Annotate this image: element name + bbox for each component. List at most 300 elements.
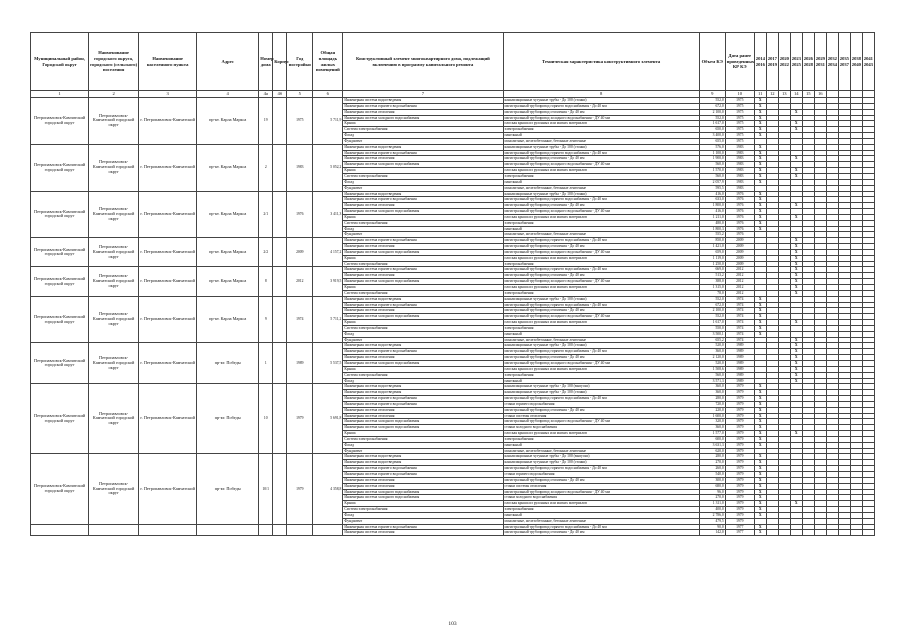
municipality-cell: Петропавловск-Камчатский городской округ [31,343,89,384]
build-year-cell: 1979 [287,454,313,524]
period-mark: X [790,372,802,378]
tech-spec-cell: магистральный трубопровод холодного водоснабжения - ДУ 40 мм [503,115,699,121]
period-mark: X [790,109,802,115]
repair-date-cell: 2009 [725,249,754,255]
repair-date-cell: 1975 [725,115,754,121]
repair-date-cell: 1983 [725,144,754,150]
volume-cell: 620,0 [699,448,725,454]
period-mark: X [790,349,802,355]
element-cell: Инженерная система холодного водоснабжения [343,209,503,215]
column-number [850,91,862,98]
tech-spec-cell: монолитные, железобетонные, бетонные ленточные [503,232,699,238]
tech-spec-cell: стояки системы отопления [503,413,699,419]
tech-spec-cell: магистральный трубопровод горячего водоснабжения - До 40 мм [503,524,699,530]
build-year-cell: 1979 [287,384,313,454]
period-mark: X [754,460,766,466]
municipality-cell: Петропавловск-Камчатский городской округ [31,296,89,343]
volume-cell: 479,5 [699,518,725,524]
tech-spec-cell: электроснабжения [503,261,699,267]
build-year-cell: 1974 [287,296,313,343]
tech-spec-cell: магистральный трубопровод горячего водоснабжения - До 40 мм [503,466,699,472]
tech-spec-cell: магистральный трубопровод горячего водоснабжения - До 40 мм [503,396,699,402]
element-cell: Крыша [343,431,503,437]
municipality-cell: Петропавловск-Камчатский городской округ [31,144,89,191]
volume-cell: 1 311,0 [699,501,725,507]
tech-spec-cell: монолитные, железобетонные, бетонные ленточные [503,448,699,454]
element-cell: Фундамент [343,232,503,238]
volume-cell: 1 570,0 [699,168,725,174]
tech-spec-cell: стояки системы отопления [503,483,699,489]
element-cell: Система электроснабжения [343,220,503,226]
settlement-cell: Петропавловск-Камчатский городской округ [89,144,139,191]
column-number-row [31,91,875,98]
street-cell: пр-кт. Карла Маркса [197,98,259,145]
volume-cell: 280,0 [699,454,725,460]
tech-spec-cell: магистральный трубопровод холодного водоснабжения - ДУ 40 мм [503,360,699,366]
tech-spec-cell: магистральный трубопровод холодного водоснабжения - ДУ 40 мм [503,249,699,255]
locality-cell: г. Петропавловск-Камчатский [139,267,197,296]
total-area-cell: 5 052,2 [313,144,343,191]
tech-spec-cell: магистральный трубопровод отопления - До 40 мм [503,355,699,361]
municipality-cell [31,524,89,536]
period-mark: X [790,121,802,127]
tech-spec-cell: панельный [503,442,699,448]
element-cell: Крыша [343,168,503,174]
tech-spec-cell: монолитные, железобетонные, бетонные ленточные [503,518,699,524]
volume-cell: 220,0 [699,407,725,413]
element-cell: Фундамент [343,518,503,524]
tech-spec-cell: плоская крыша из рулонных или мягких материалов [503,255,699,261]
document-page [30,32,875,536]
tech-spec-cell: плоская крыша из рулонных или мягких материалов [503,214,699,220]
volume-cell: 400,0 [699,507,725,513]
repair-date-cell: 1976 [725,232,754,238]
period-mark: X [790,249,802,255]
element-cell: Инженерная система водоотведения [343,390,503,396]
column-header: 2014 2016 [754,33,766,91]
column-header: 2023 2025 [790,33,802,91]
repair-date-cell: 1975 [725,103,754,109]
element-cell: Инженерная система отопления [343,244,503,250]
period-mark: X [754,407,766,413]
column-number [826,91,838,98]
street-cell: пр-кт. Карла Маркса [197,296,259,343]
repair-date-cell: 1975 [725,109,754,115]
tech-spec-cell: магистральный трубопровод горячего водоснабжения - До 40 мм [503,197,699,203]
volume-cell: 1 508,6 [699,366,725,372]
tech-spec-cell: плоская крыша из рулонных или мягких материалов [503,431,699,437]
column-header: 2032 2034 [826,33,838,91]
element-cell: Инженерная система холодного водоснабжения [343,489,503,495]
repair-date-cell: 1975 [725,98,754,104]
period-cell [778,530,790,536]
locality-cell [139,524,197,536]
tech-spec-cell: магистральный трубопровод отопления - До 40 мм [503,308,699,314]
element-cell: Инженерная система горячего водоснабжения [343,103,503,109]
volume-cell: 2 100,0 [699,109,725,115]
tech-spec-cell: плоская крыша из рулонных или мягких материалов [503,501,699,507]
period-mark: X [754,226,766,232]
volume-cell: 360,0 [699,349,725,355]
repair-date-cell: 1975 [725,127,754,133]
repair-date-cell: 1989 [725,372,754,378]
volume-cell: 550,0 [699,325,725,331]
tech-spec-cell: канализационные чугунные трубы - До 100 (стояки) [503,191,699,197]
repair-date-cell: 1975 [725,133,754,139]
period-mark: X [790,279,802,285]
settlement-cell: Петропавловск-Камчатский городской округ [89,343,139,384]
repair-date-cell: 1979 [725,390,754,396]
repair-date-cell: 1989 [725,343,754,349]
repair-date-cell: 1976 [725,197,754,203]
municipality-cell: Петропавловск-Камчатский городской округ [31,267,89,296]
repair-date-cell: 2009 [725,238,754,244]
period-mark: X [790,320,802,326]
period-mark: X [754,197,766,203]
element-cell: Фундамент [343,337,503,343]
element-cell: Инженерная система отопления [343,273,503,279]
element-cell: Инженерная система холодного водоснабжения [343,425,503,431]
tech-spec-cell: магистральный трубопровод горячего водоснабжения - До 40 мм [503,238,699,244]
volume-cell: 1 600,0 [699,413,725,419]
element-cell: Крыша [343,285,503,291]
element-cell: Инженерная система водоотведения [343,384,503,390]
element-cell: Инженерная система горячего водоснабжения [343,401,503,407]
element-cell: Инженерная система холодного водоснабжения [343,419,503,425]
building-cell [273,98,287,145]
period-mark: X [754,419,766,425]
column-number: 2 [89,91,139,98]
volume-cell: 1 211,0 [699,214,725,220]
element-cell: Крыша [343,366,503,372]
repair-date-cell: 1975 [725,121,754,127]
period-mark: X [790,244,802,250]
element-cell: Инженерная система горячего водоснабжения [343,349,503,355]
volume-cell: 96,0 [699,489,725,495]
column-number: 4б [273,91,287,98]
period-mark: X [754,507,766,513]
tech-spec-cell: магистральный трубопровод отопления - До 40 мм [503,203,699,209]
page-number: 103 [448,621,457,627]
period-mark: X [754,214,766,220]
element-cell: Инженерная система отопления [343,156,503,162]
tech-spec-cell: панельный [503,179,699,185]
tech-spec-cell: канализационные чугунные трубы - До 100 (стояки) [503,98,699,104]
tech-spec-cell: канализационные чугунные трубы - До 100 (стояки) [503,390,699,396]
column-header: 2026 2028 [802,33,814,91]
house-number-cell: 2/1 [259,191,273,238]
repair-date-cell: 2009 [725,261,754,267]
total-area-cell: 5 711,9 [313,98,343,145]
volume-cell: 416,0 [699,191,725,197]
volume-cell: 720,0 [699,401,725,407]
element-cell: Крыша [343,320,503,326]
table-body [31,98,875,536]
period-cell [766,530,778,536]
tech-spec-cell: стояки холодного водоснабжения [503,495,699,501]
element-cell: Инженерная система горячего водоснабжения [343,524,503,530]
volume-cell: 552,0 [699,115,725,121]
element-cell: Система электроснабжения [343,372,503,378]
tech-spec-cell: электроснабжения [503,127,699,133]
column-number: 3 [139,91,197,98]
volume-cell: 672,0 [699,103,725,109]
element-cell: Инженерная система горячего водоснабжения [343,267,503,273]
total-area-cell: 4 157,2 [313,238,343,267]
repair-date-cell: 1977 [725,524,754,530]
total-area-cell: 5 711,2 [313,296,343,343]
locality-cell: г. Петропавловск-Камчатский [139,384,197,454]
volume-cell: 1 119,0 [699,255,725,261]
period-mark: X [790,501,802,507]
column-header: Конструктивный элемент многоквартирного дома, подлежащий включению в программу капитального ремонта [343,33,503,91]
repair-date-cell: 1979 [725,472,754,478]
period-mark: X [754,331,766,337]
volume-cell: 260,0 [699,466,725,472]
repair-date-cell: 1983 [725,150,754,156]
period-mark: X [754,109,766,115]
period-mark: X [754,384,766,390]
repair-date-cell: 1983 [725,185,754,191]
house-number-cell: 2/2 [259,238,273,267]
building-cell [273,343,287,384]
column-header: Муниципальный район, Городской округ [31,33,89,91]
column-header: 2035 2037 [838,33,850,91]
volume-cell: 416,0 [699,209,725,215]
municipality-cell: Петропавловск-Камчатский городской округ [31,191,89,238]
period-mark: X [790,285,802,291]
volume-cell: 1 800,0 [699,203,725,209]
repair-date-cell: 1979 [725,396,754,402]
tech-spec-cell: магистральный трубопровод горячего водоснабжения - До 40 мм [503,103,699,109]
house-number-cell: 19 [259,98,273,145]
volume-cell: 576,0 [699,144,725,150]
tech-spec-cell: магистральный трубопровод холодного водоснабжения - ДУ 40 мм [503,279,699,285]
volume-cell: 3 571,3 [699,378,725,384]
street-cell: пр-кт. Карла Маркса [197,144,259,191]
volume-cell: 555,2 [699,232,725,238]
period-mark: X [754,512,766,518]
period-mark: X [790,337,802,343]
volume-cell: 520,0 [699,360,725,366]
volume-cell: 540,0 [699,472,725,478]
house-number-cell: 2 [259,144,273,191]
volume-cell: 633,0 [699,197,725,203]
period-mark: X [754,436,766,442]
element-cell: Инженерная система водоотведения [343,98,503,104]
volume-cell: 659,0 [699,249,725,255]
volume-cell: 600,0 [699,436,725,442]
column-header: 2038 2040 [850,33,862,91]
repair-date-cell: 1979 [725,407,754,413]
column-number: 14 [790,91,802,98]
repair-date-cell: 1976 [725,191,754,197]
period-mark: X [790,378,802,384]
tech-spec-cell: магистральный трубопровод горячего водоснабжения - До 40 мм [503,150,699,156]
period-mark: X [754,98,766,104]
element-cell: Инженерная система водоотведения [343,144,503,150]
locality-cell: г. Петропавловск-Камчатский [139,238,197,267]
repair-date-cell: 1979 [725,512,754,518]
period-cell [790,530,802,536]
house-number-cell: 1 [259,343,273,384]
element-cell: Система электроснабжения [343,436,503,442]
period-cell [850,530,862,536]
volume-cell: 1 315,0 [699,285,725,291]
repair-date-cell: 1989 [725,366,754,372]
volume-cell: 850,0 [699,238,725,244]
element-cell: Фундамент [343,138,503,144]
column-header: Корпус [273,33,287,91]
period-mark: X [790,156,802,162]
column-header: Адрес [197,33,259,91]
volume-cell: 3 500,1 [699,331,725,337]
build-year-cell: 2012 [287,267,313,296]
tech-spec-cell: канализационные чугунные трубы - До 100 (выпуски) [503,454,699,460]
volume-cell: 2 786,0 [699,512,725,518]
street-cell: пр-кт. Карла Маркса [197,267,259,296]
tech-spec-cell: панельный [503,512,699,518]
element-cell: Система электроснабжения [343,127,503,133]
tech-spec-cell: магистральный трубопровод холодного водоснабжения - ДУ 40 мм [503,209,699,215]
volume-cell: 560,0 [699,372,725,378]
column-header: 2041 2043 [862,33,874,91]
element-cell: Крыша [343,255,503,261]
street-cell [197,524,259,536]
tech-spec-cell: плоская крыша из рулонных или мягких материалов [503,168,699,174]
column-header: Номер дома [259,33,273,91]
period-mark: X [754,173,766,179]
element-cell: Фасад [343,331,503,337]
element-cell: Инженерная система холодного водоснабжения [343,279,503,285]
repair-date-cell: 1979 [725,507,754,513]
element-cell: Инженерная система холодного водоснабжения [343,360,503,366]
volume-cell: 669,0 [699,267,725,273]
repair-date-cell: 1974 [725,308,754,314]
tech-spec-cell: панельный [503,378,699,384]
volume-cell: 513,2 [699,273,725,279]
volume-cell: 595,5 [699,185,725,191]
column-header: Общая площадь жилых помещений [313,33,343,91]
repair-date-cell: 1974 [725,296,754,302]
tech-spec-cell: магистральный трубопровод холодного водоснабжения - ДУ 40 мм [503,314,699,320]
period-mark: X [790,360,802,366]
volume-cell: 1 800,3 [699,226,725,232]
tech-spec-cell: панельный [503,226,699,232]
building-cell [273,191,287,238]
column-number: 13 [778,91,790,98]
element-cell: Система электроснабжения [343,290,503,296]
period-mark: X [754,472,766,478]
period-mark: X [754,390,766,396]
settlement-cell: Петропавловск-Камчатский городской округ [89,296,139,343]
column-number: 10 [725,91,754,98]
house-number-cell [259,524,273,536]
build-year-cell: 1989 [287,343,313,384]
element-cell: Фасад [343,442,503,448]
period-mark: X [754,413,766,419]
column-header: Наименование городского округа, городского (сельского) поселения [89,33,139,91]
tech-spec-cell: электроснабжения [503,507,699,513]
period-mark: X [790,273,802,279]
settlement-cell: Петропавловск-Камчатский городской округ [89,238,139,267]
volume-cell: 78,0 [699,290,725,296]
volume-cell: 3 631,3 [699,442,725,448]
column-header: Год постройки [287,33,313,91]
volume-cell: 1 100,0 [699,150,725,156]
repair-date-cell: 1979 [725,419,754,425]
element-cell: Инженерная система отопления [343,203,503,209]
tech-spec-cell: монолитные, железобетонные, бетонные ленточные [503,138,699,144]
repair-date-cell: 1974 [725,331,754,337]
period-cell [862,530,874,536]
tech-spec-cell: монолитные, железобетонные, бетонные ленточные [503,337,699,343]
period-mark: X [790,261,802,267]
building-cell [273,238,287,267]
tech-spec-cell: магистральный трубопровод горячего водоснабжения - До 40 мм [503,349,699,355]
locality-cell: г. Петропавловск-Камчатский [139,98,197,145]
build-year-cell: 1976 [287,191,313,238]
column-number: 16 [814,91,826,98]
volume-cell: 300,0 [699,477,725,483]
column-number: 5 [287,91,313,98]
repair-date-cell: 1974 [725,337,754,343]
period-mark: X [790,366,802,372]
period-mark: X [790,431,802,437]
total-area-cell [313,524,343,536]
period-mark: X [754,302,766,308]
column-number: 11 [754,91,766,98]
building-cell [273,454,287,524]
tech-spec-cell: канализационные чугунные трубы - До 100 (стояки) [503,343,699,349]
tech-spec-cell: магистральный трубопровод холодного водоснабжения - ДУ 40 мм [503,419,699,425]
tech-spec-cell: магистральный трубопровод холодного водоснабжения - ДУ 40 мм [503,489,699,495]
repair-date-cell: 1974 [725,314,754,320]
period-mark: X [754,209,766,215]
element-cell: Инженерная система водоотведения [343,343,503,349]
tech-spec-cell: канализационные чугунные трубы - До 100 (стояки) [503,144,699,150]
tech-spec-cell: магистральный трубопровод отопления - До 40 мм [503,244,699,250]
house-number-cell: 10/1 [259,454,273,524]
repair-date-cell: 1989 [725,349,754,355]
volume-cell: 552,0 [699,314,725,320]
settlement-cell [89,524,139,536]
period-cell [802,530,814,536]
volume-cell: 360,0 [699,425,725,431]
element-cell: Инженерная система холодного водоснабжения [343,162,503,168]
period-mark: X [754,168,766,174]
settlement-cell: Петропавловск-Камчатский городской округ [89,98,139,145]
repair-date-cell: 1974 [725,302,754,308]
volume-cell: 270,0 [699,495,725,501]
element-cell: Инженерная система горячего водоснабжения [343,472,503,478]
total-area-cell: 3 919,5 [313,267,343,296]
period-mark: X [790,168,802,174]
period-mark: X [754,115,766,121]
tech-spec-cell: магистральный трубопровод горячего водоснабжения - До 40 мм [503,302,699,308]
repair-date-cell: 1979 [725,518,754,524]
column-number: 4 [197,91,259,98]
period-mark: X [754,127,766,133]
element-cell: Инженерная система водоотведения [343,454,503,460]
volume-cell: 1 900,0 [699,156,725,162]
period-mark: X [754,401,766,407]
element-cell: Инженерная система отопления [343,407,503,413]
period-cell [814,530,826,536]
element-cell: Инженерная система холодного водоснабжения [343,495,503,501]
period-cell [826,530,838,536]
volume-cell: 320,0 [699,419,725,425]
